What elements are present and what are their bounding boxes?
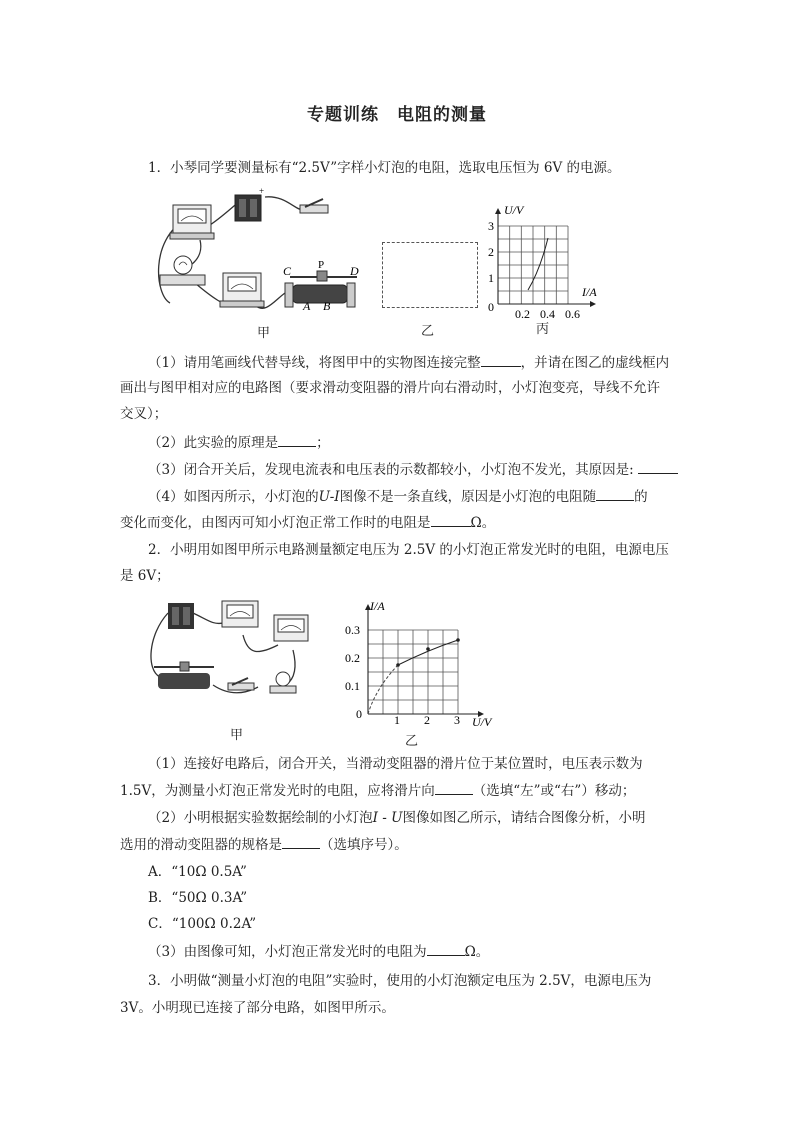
q1-part3: （3）闭合开关后，发现电流表和电压表的示数都较小，小灯泡不发光，其原因是: [148,459,678,480]
q1-fig-jia-caption: 甲 [257,326,271,341]
q2-ylabel: I/A [370,599,385,613]
rheostat-icon [154,662,214,689]
q2-stem-line2: 是 6V； [120,568,170,584]
q2-fig-jia-caption: 甲 [230,728,244,743]
ammeter-icon [170,205,214,239]
bulb-icon [270,672,296,693]
rheostat-icon [285,271,357,307]
q1-blank-2[interactable] [278,432,316,447]
q1-ylabel: U/V [504,203,524,217]
q2-grid [368,630,458,714]
voltmeter-icon [274,615,308,641]
q2-xlabel: U/V [472,715,492,728]
q1-ytick-2: 2 [488,245,494,259]
q1-blank-3[interactable] [638,459,678,474]
switch-icon [228,678,254,690]
q2-iu-graph [340,598,500,728]
ammeter-icon [222,601,258,627]
q2-option-c: C．“100Ω 0.2A” [148,916,257,932]
q2-stem-line1: 2．小明用如图甲所示电路测量额定电压为 2.5V 的小灯泡正常发光时的电阻，电源电压 [148,542,669,558]
q2-part1-line1: （1）连接好电路后，闭合开关，当滑动变阻器的滑片位于某位置时，电压表示数为 [148,756,643,772]
q2-blank-3[interactable] [427,941,465,956]
q2-part3: （3）由图像可知，小灯泡正常发光时的电阻为 Ω。 [148,941,489,962]
q2-option-a: A．“10Ω 0.5A” [148,864,247,880]
q2-xtick-3: 3 [454,713,460,727]
label-p: P [318,259,325,271]
q2-point-3 [456,638,460,642]
label-c: C [283,264,292,278]
q2-part2-line2: 选用的滑动变阻器的规格是 （选填序号）。 [120,834,408,855]
q2-fig-yi-caption: 乙 [405,734,419,749]
q2-part2-line1: （2）小明根据实验数据绘制的小灯泡I - U图像如图乙所示，请结合图像分析，小明 [148,810,646,826]
q2-point-2 [426,647,430,651]
battery-icon [235,186,264,221]
q1-part4-line1: （4）如图丙所示，小灯泡的U-I图像不是一条直线，原因是小灯泡的电阻随 的 [148,486,648,507]
q1-ytick-3: 3 [488,219,494,233]
label-b: B [323,299,331,313]
q1-circuit-figure [145,185,370,320]
voltmeter-icon [220,273,264,307]
battery-icon [168,603,194,629]
q2-xtick-2: 2 [424,713,430,727]
q2-circuit-figure [148,595,313,710]
switch-icon [300,199,328,213]
label-d: D [350,264,359,278]
q2-point-1 [396,663,400,667]
q1-grid [498,226,568,304]
q3-line2: 3V。小明现已连接了部分电路，如图甲所示。 [120,1000,395,1016]
q1-blank-4[interactable] [596,486,634,501]
q1-part4-line2: 变化而变化，由图丙可知小灯泡正常工作时的电阻是 Ω。 [120,512,495,533]
q2-part1-line2: 1.5V，为测量小灯泡正常发光时的电阻，应将滑片向 （选填“左”或“右”）移动； [120,780,635,801]
q1-stem: 1．小琴同学要测量标有“2.5V”字样小灯泡的电阻，选取电压恒为 6V 的电源。 [148,160,621,176]
q1-ytick-1: 1 [488,271,494,285]
q2-blank-1[interactable] [435,780,473,795]
q1-part1-line1: （1）请用笔画线代替导线，将图甲中的实物图连接完整 ，并请在图乙的虚线框内 [148,352,669,373]
page-title: 专题训练 电阻的测量 [307,105,487,125]
q1-xtick-1: 0.2 [515,307,530,321]
q1-xlabel: I/A [582,285,597,299]
q2-xtick-1: 1 [394,713,400,727]
q2-ytick-1: 0.1 [345,679,360,693]
q1-xtick-2: 0.4 [540,307,555,321]
q3-line1: 3．小明做“测量小灯泡的电阻”实验时，使用的小灯泡额定电压为 2.5V，电源电压为 [148,973,652,989]
q1-part1-line2: 画出与图甲相对应的电路图（要求滑动变阻器的滑片向右滑动时，小灯泡变亮，导线不允许 [120,380,660,396]
label-a: A [303,299,311,313]
q1-part1-line3: 交叉）； [120,406,168,422]
bulb-icon [160,256,205,285]
q1-ui-graph [478,200,628,325]
q1-blank-5[interactable] [431,512,471,527]
q1-origin: 0 [488,300,494,314]
q1-blank-1[interactable] [481,352,521,367]
q2-ytick-2: 0.2 [345,651,360,665]
q2-origin: 0 [356,707,362,721]
q1-answer-box[interactable] [382,242,478,308]
q1-fig-bing-caption: 丙 [536,322,550,337]
q1-xtick-3: 0.6 [565,307,580,321]
q1-fig-yi-caption: 乙 [421,324,435,339]
q2-ytick-3: 0.3 [345,623,360,637]
q1-part2: （2）此实验的原理是 ； [148,432,330,453]
q2-option-b: B．“50Ω 0.3A” [148,890,248,906]
q2-blank-2[interactable] [282,834,320,849]
svg-text:+: + [259,186,265,196]
